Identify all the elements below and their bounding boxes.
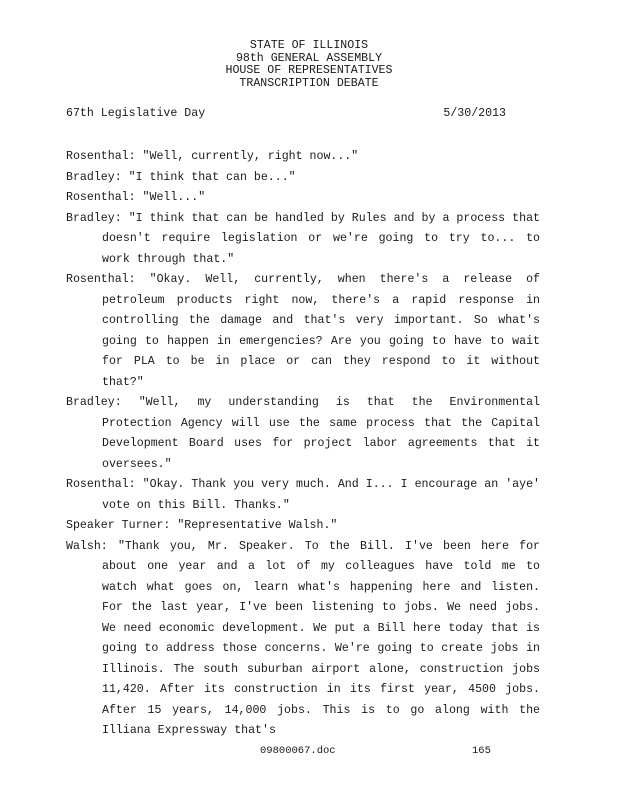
speech-text: "I think that can be..." bbox=[128, 170, 296, 184]
speech-text: "Thank you, Mr. Speaker. To the Bill. I've been here for about one year and a lot of my colleagues have told me to watch what goes on, learn what's happening here and listen. For the last year, I've been listening to jobs. We need jobs. We need economic development. We put a Bill here today that is going to address those concerns. We're going to create jobs in Illinois. The south suburban airport alone, construction jobs 11,420. After its construction in its first year, 4500 jobs. After 15 years, 14,000 jobs. This is to go along with the Illiana Expressway that's bbox=[102, 539, 540, 737]
transcript-entry bbox=[66, 270, 540, 393]
speaker-name: Rosenthal: bbox=[66, 273, 136, 286]
speech-text: "Okay. Thank you very much. And I... I encourage an 'aye' vote on this Bill. Thanks." bbox=[102, 478, 540, 512]
transcript-body bbox=[66, 147, 540, 742]
transcript-entry bbox=[66, 209, 540, 271]
page-number: 165 bbox=[472, 745, 491, 757]
header-assembly: 98th GENERAL ASSEMBLY bbox=[235, 51, 383, 65]
speaker-name: Rosenthal: bbox=[66, 478, 136, 491]
speaker-name: Rosenthal: bbox=[66, 191, 136, 204]
speaker-name: Bradley: bbox=[66, 396, 122, 409]
speech-text: "Well, currently, right now..." bbox=[142, 150, 359, 163]
speaker-name: Rosenthal: bbox=[66, 150, 136, 163]
header-state: STATE OF ILLINOIS bbox=[249, 39, 369, 52]
header-transcription: TRANSCRIPTION DEBATE bbox=[239, 76, 379, 90]
speech-text: "Well..." bbox=[142, 191, 206, 204]
speech-text: "Okay. Well, currently, when there's a release of petroleum products right now, there's a rapid response in controlling the damage and that's very important. So what's going to happen in emergencies? Are you going to have to wait for PLA to be in place or can they respond to it without that?" bbox=[102, 273, 540, 389]
transcript-entry bbox=[66, 537, 540, 742]
page-footer bbox=[0, 745, 618, 759]
transcript-entry bbox=[66, 147, 540, 168]
transcript-entry bbox=[66, 393, 540, 475]
document-header bbox=[0, 40, 618, 90]
transcript-entry bbox=[66, 168, 540, 189]
header-house: HOUSE OF REPRESENTATIVES bbox=[225, 64, 393, 77]
speaker-name: Speaker Turner: bbox=[66, 519, 171, 532]
speech-text: "Representative Walsh." bbox=[177, 519, 338, 532]
transcript-entry bbox=[66, 475, 540, 516]
transcript-entry bbox=[66, 516, 540, 537]
speech-text: "Well, my understanding is that the Environmental Protection Agency will use the same process that the Capital Development Board uses for project labor agreements that it oversees." bbox=[102, 396, 540, 471]
speech-text: "I think that can be handled by Rules and by a process that doesn't require legislation or we're going to try to... to work through that." bbox=[102, 211, 540, 266]
speaker-name: Bradley: bbox=[66, 170, 122, 184]
legislative-day: 67th Legislative Day bbox=[66, 107, 206, 120]
document-id: 09800067.doc bbox=[260, 745, 336, 757]
transcript-entry bbox=[66, 188, 540, 209]
speaker-name: Bradley: bbox=[66, 211, 122, 225]
session-date: 5/30/2013 bbox=[443, 107, 506, 120]
speaker-name: Walsh: bbox=[66, 539, 108, 553]
